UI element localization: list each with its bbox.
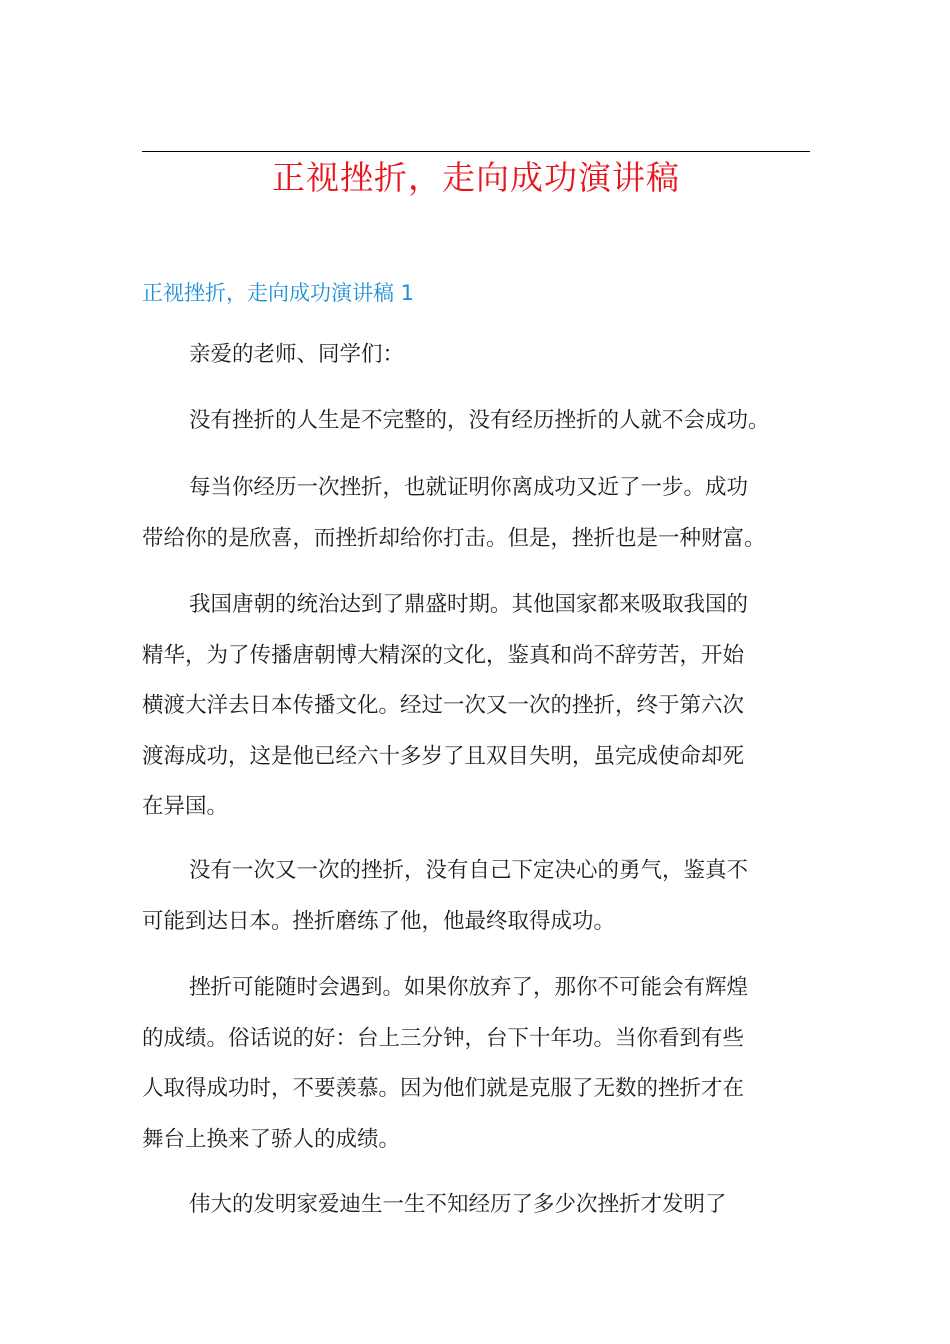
- paragraph-line: 舞台上换来了骄人的成绩。: [142, 1126, 401, 1152]
- paragraph: [142, 396, 816, 447]
- paragraph-line: 没有一次又一次的挫折，没有自己下定决心的勇气，鉴真不: [189, 858, 749, 883]
- paragraph: [142, 463, 816, 564]
- paragraph: [142, 963, 816, 1165]
- paragraph-line: 的成绩。俗话说的好：台上三分钟，台下十年功。当你看到有些: [142, 1025, 745, 1051]
- section-heading: 正视挫折，走向成功演讲稿 1: [142, 281, 415, 305]
- paragraph-line: 没有挫折的人生是不完整的，没有经历挫折的人就不会成功。: [189, 408, 770, 433]
- paragraph-line: 可能到达日本。挫折磨练了他，他最终取得成功。: [142, 908, 616, 934]
- document-title: 正视挫折，走向成功演讲稿: [272, 158, 680, 197]
- paragraph-line: 每当你经历一次挫折，也就证明你离成功又近了一步。成功: [189, 475, 749, 500]
- paragraph: [142, 580, 816, 833]
- paragraph-line: 伟大的发明家爱迪生一生不知经历了多少次挫折才发明了: [189, 1192, 727, 1217]
- paragraph-line: 在异国。: [142, 794, 229, 819]
- paragraph-line: 带给你的是欣喜，而挫折却给你打击。但是，挫折也是一种财富。: [142, 525, 766, 551]
- paragraph-greeting: [142, 330, 816, 381]
- paragraph-line: 渡海成功，这是他已经六十多岁了且双目失明，虽完成使命却死: [142, 743, 745, 769]
- paragraph-line: 亲爱的老师、同学们：: [189, 342, 405, 367]
- paragraph: [142, 1180, 816, 1231]
- paragraph-line: 我国唐朝的统治达到了鼎盛时期。其他国家都来吸取我国的: [189, 592, 749, 617]
- paragraph: [142, 846, 816, 947]
- paragraph-line: 精华，为了传播唐朝博大精深的文化，鉴真和尚不辞劳苦，开始: [142, 642, 745, 668]
- paragraph-line: 人取得成功时，不要羡慕。因为他们就是克服了无数的挫折才在: [142, 1076, 745, 1101]
- paragraph-line: 挫折可能随时会遇到。如果你放弃了，那你不可能会有辉煌: [189, 975, 749, 1000]
- paragraph-line: 横渡大洋去日本传播文化。经过一次又一次的挫折，终于第六次: [142, 693, 745, 718]
